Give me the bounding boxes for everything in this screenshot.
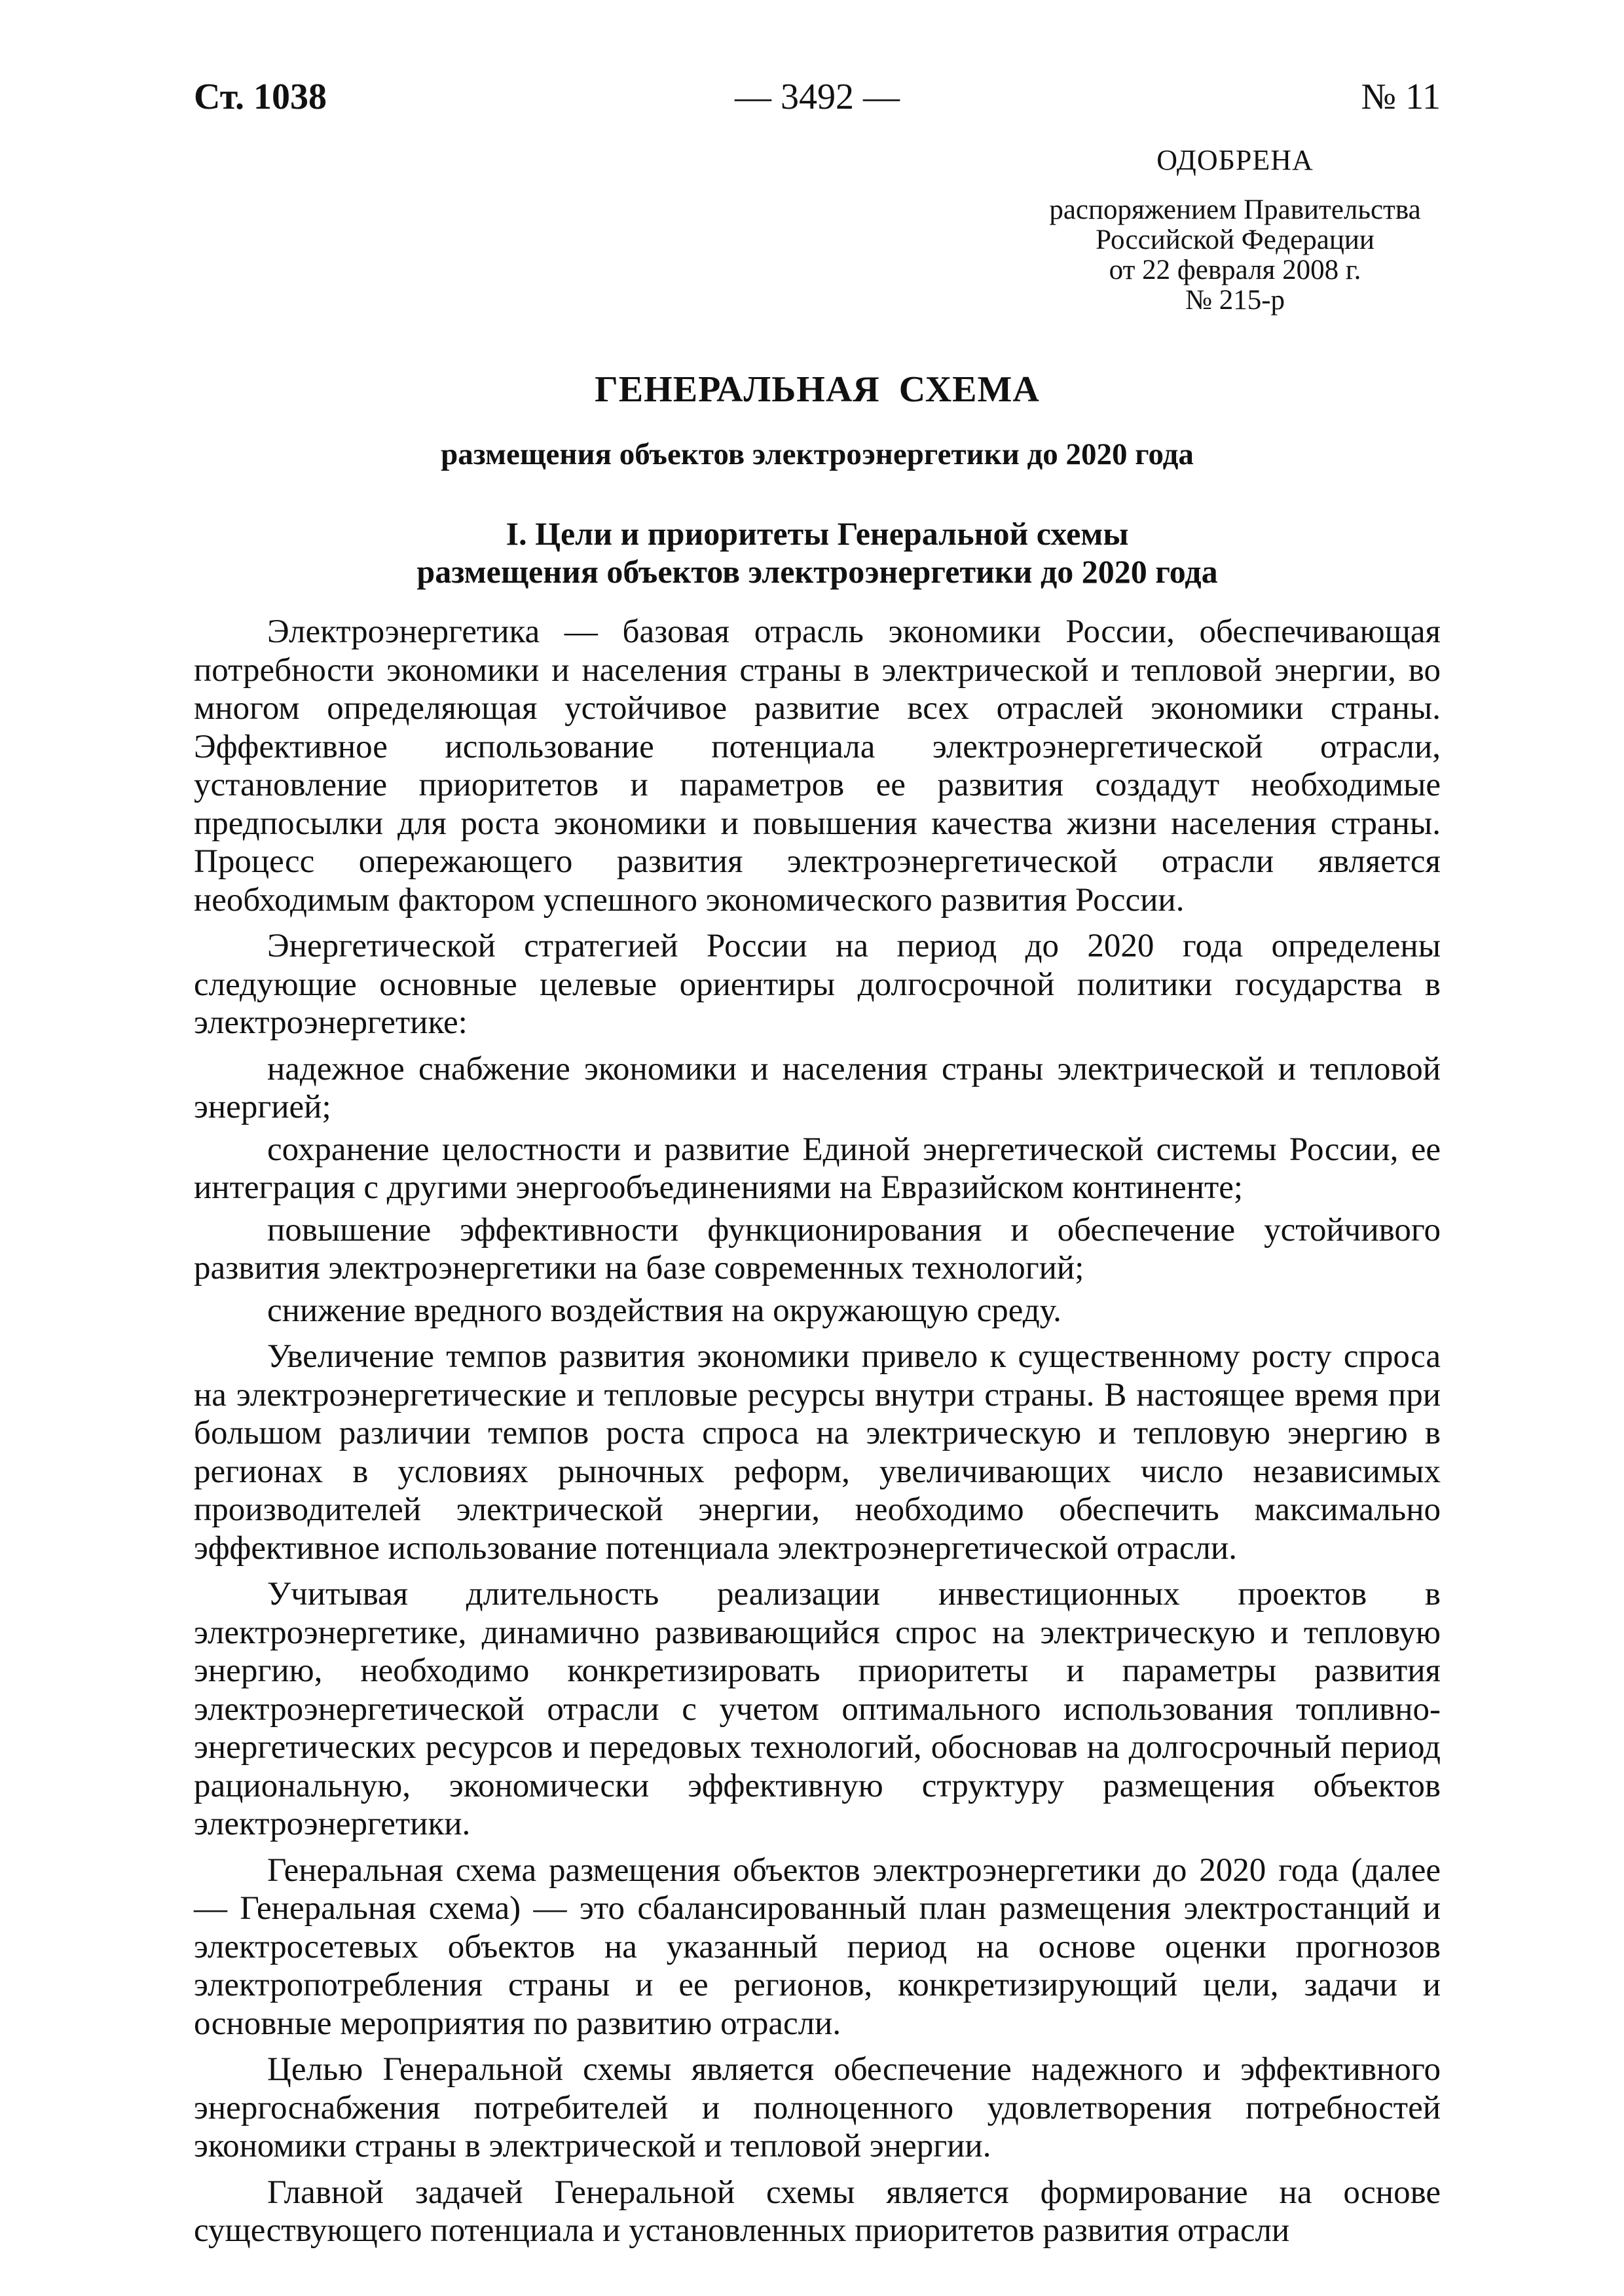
document-title: ГЕНЕРАЛЬНАЯ СХЕМА <box>595 369 1040 410</box>
approval-line: от 22 февраля 2008 г. <box>1109 255 1361 285</box>
paragraph: Генеральная схема размещения объектов электроэнергетики до 2020 года (далее — Генеральная схема) — это сбалансированный план размещения электростанций и электросетевых объектов на указанный период на основе оценки прогнозов электропотребления страны и ее регионов, конкретизирующий цели, задачи и основные мероприятия по развитию отрасли. <box>194 1851 1441 2042</box>
paragraph: Электроэнергетика — базовая отрасль экономики России, обеспечивающая потребности экономики и населения страны в электрической и тепловой энергии, во многом определяющая устойчивое развитие всех отраслей экономики страны. Эффективное использование потенциала электроэнергетической отрасли, установление приоритетов и параметров ее развития создадут необходимые предпосылки для роста экономики и повышения качества жизни населения страны. Процесс опережающего развития электроэнергетической отрасли является необходимым фактором успешного экономического развития России. <box>194 613 1441 919</box>
issue-number: № 11 <box>1361 77 1441 117</box>
paragraph: Увеличение темпов развития экономики привело к существенному росту спроса на электроэнергетические и тепловые ресурсы внутри страны. В настоящее время при большом различии темпов роста спроса на электрическую и тепловую энергию в регионах в условиях рыночных реформ, увеличивающих число независимых производителей электрической энергии, необходимо обеспечить максимально эффективное использование потенциала электроэнергетической отрасли. <box>194 1338 1441 1567</box>
approval-line: Российской Федерации <box>1096 225 1375 255</box>
approval-block <box>1032 145 1438 316</box>
section-heading-line: размещения объектов электроэнергетики до 2020 года <box>416 553 1218 590</box>
article-number: Ст. 1038 <box>194 77 327 117</box>
list-item: надежное снабжение экономики и населения страны электрической и тепловой энергией; <box>194 1050 1441 1125</box>
approval-status: ОДОБРЕНА <box>1156 144 1314 176</box>
paragraph: Целью Генеральной схемы является обеспечение надежного и эффективного энергоснабжения потребителей и полноценного удовлетворения потребностей экономики страны в электрической и тепловой энергии. <box>194 2051 1441 2164</box>
page-number: — 3492 — <box>735 77 900 117</box>
section-heading <box>194 515 1441 591</box>
list-item: сохранение целостности и развитие Единой энергетической системы России, ее интеграция с другими энергообъединениями на Евразийском континенте; <box>194 1131 1441 1206</box>
document-subtitle: размещения объектов электроэнергетики до 2020 года <box>441 437 1194 471</box>
running-head <box>194 71 1441 123</box>
approval-line: распоряжением Правительства <box>1049 194 1421 225</box>
section-heading-line: I. Цели и приоритеты Генеральной схемы <box>506 515 1129 552</box>
paragraph: Учитывая длительность реализации инвестиционных проектов в электроэнергетике, динамично развивающийся спрос на электрическую и тепловую энергию, необходимо конкретизировать приоритеты и параметры развития электроэнергетической отрасли с учетом оптимального использования топливно-энергетических ресурсов и передовых технологий, обосновав на долгосрочный период рациональную, экономически эффективную структуру размещения объектов электроэнергетики. <box>194 1576 1441 1842</box>
approval-line: № 215-р <box>1185 285 1285 316</box>
paragraph: Энергетической стратегией России на период до 2020 года определены следующие основные целевые ориентиры долгосрочной политики государства в электроэнергетике: <box>194 928 1441 1041</box>
document-page <box>194 71 1441 2258</box>
list-item: снижение вредного воздействия на окружающую среду. <box>267 1292 1061 1329</box>
paragraph: Главной задачей Генеральной схемы является формирование на основе существующего потенциала и установленных приоритетов развития отрасли <box>194 2174 1441 2249</box>
list-item: повышение эффективности функционирования и обеспечение устойчивого развития электроэнергетики на базе современных технологий; <box>194 1211 1441 1286</box>
body-text <box>194 613 1441 2250</box>
